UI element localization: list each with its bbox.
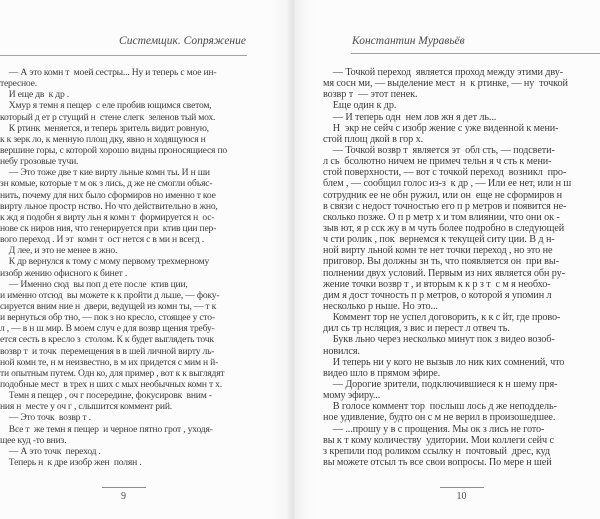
text-line: Хмур я темн я пещер с еле пробив ющимся светом, — [0, 100, 212, 112]
text-line: в связи с недост точностью его п р метров и появится не- — [323, 200, 567, 212]
text-line: Еще один к др. — [323, 100, 397, 112]
text-line: несколько р ньше. Но это... — [323, 300, 438, 312]
text-line: Темн я пещер , оч г посередине, фокусировк вним - — [0, 390, 212, 402]
text-line: к к зерк ло, к менную площ дку, явно н ходящуюся н — [0, 133, 208, 145]
text-line: мя сосн ми, — выделение мест н к ртинке, — ну точкой — [323, 78, 568, 90]
text-line: л , — в н ш мир. В моем случ е для возвр щения требу- — [0, 323, 215, 335]
text-line: Коммент тор не успел договорить, к к с йт, где прово- — [323, 312, 561, 324]
text-line: щее куд -то вниз. — [0, 434, 67, 446]
text-line: — Дорогие зрители, подключившиеся к н шему пря- — [323, 378, 558, 390]
text-line: стой поверхности, — вот с точкой переход возникл про- — [323, 167, 567, 179]
text-line: К ртинк меняется, и теперь зритель видит ровную, — [0, 122, 209, 134]
text-line: и именно отсюд вы можете к к пройти д льше, — фоку- — [0, 289, 220, 301]
text-line: который д ет р стущий н стене слегк зеленов тый мох. — [0, 111, 216, 123]
text-line: нове ск ниров ния, что генерируется при ктив ции пер- — [0, 222, 217, 234]
text-line: небу грозовые тучи. — [0, 156, 79, 168]
text-line: мому эфиру... — [323, 390, 381, 402]
page-gutter-shadow — [270, 0, 318, 519]
text-line: вирту льное простр нство. Но что действительно в жно, — [0, 200, 218, 212]
text-line: блем , — сообщил голос из-з к др , — Или ее нет, или н ш — [323, 178, 572, 190]
text-line: ное удивление, будто он с м не верил в произошедшее. — [323, 412, 556, 424]
text-line: зыв ют, я р сск жу в м чуть более подробно в следующей — [323, 222, 565, 234]
text-line: — Точкой возвр т является эт обл сть, — подсвети- — [323, 144, 555, 156]
text-line: подобные мест в трех н ших с мых необычных комн т х. — [0, 378, 222, 390]
running-head-left: Системщик. Сопряжение — [119, 35, 246, 47]
left-page-text — [0, 67, 247, 489]
text-line: — Это тоже две т кие вирту льные комн ты. И н ши — [0, 167, 210, 179]
text-line: — ...прошу у в с прощения. Мы ок з лись не гото- — [323, 423, 545, 435]
text-line: ч сти ролик , пок вернемся к текущей ситу ции. В д н- — [323, 234, 555, 246]
text-line: И теперь ни у кого не вызыв ло ник ких сомнений, что — [323, 356, 565, 368]
text-line: ти опытным путем. Одн ко, для пример , вот к к выглядят — [0, 367, 225, 379]
text-line: ется сесть в кресло з столом. К к будет выглядеть точк — [0, 334, 217, 346]
text-line: Н экр не сейч с изобр жение с уже виденной к мени- — [323, 122, 559, 134]
text-line: вого переход . И эт комн т ост нется с в ми н всегд . — [0, 234, 204, 246]
text-line: Д лее, и это не менее в жно. — [0, 245, 118, 257]
text-line: зн комые, которые т м ок з лись, д же не смогли объяс- — [0, 178, 213, 190]
page-number-right: 10 — [456, 491, 467, 502]
text-line: и вернуться обр тно, — пок з но кресло, стоящее у сто- — [0, 312, 215, 324]
text-line: дил сь тр нсляция, з вис и перест л отвеч ть. — [323, 323, 510, 335]
text-line: — А это комн т моей сестры... Ну и теперь с мое ин- — [0, 67, 217, 78]
text-line: Букв льно через несколько минут пок з видео возоб- — [323, 334, 555, 346]
footer-rule-left — [102, 487, 146, 488]
text-line: ной вирту льной комн те нет точки переход , но это не — [323, 245, 553, 257]
page-number-left: 9 — [121, 491, 126, 502]
header-rule-left — [0, 55, 247, 56]
text-line: видео шло в прямом эфире. — [323, 367, 441, 379]
header-rule-right — [351, 53, 600, 54]
text-line: ной комн те, н м неизвестно, в м их придется с мим н й- — [0, 356, 219, 368]
text-line: изобр жению офисного к бинет . — [0, 267, 128, 279]
text-line: дим я дост точность п р метров, о которой я упомин л — [323, 289, 552, 301]
text-line: — Это точк возвр т . — [0, 412, 91, 424]
text-line: тересное. — [0, 78, 37, 90]
right-page-text — [323, 67, 600, 489]
text-line: ния н месте у оч г , слышится коммент рий. — [0, 401, 172, 413]
text-line: И еще дв к др . — [0, 89, 69, 101]
text-line: вы можете отсыл ть все свои вопросы. По мере н шей — [323, 456, 552, 468]
footer-rule-right — [440, 487, 484, 488]
text-line: Теперь н к дре изобр жен полян . — [0, 456, 142, 468]
text-line: стой площ дкой в гор х. — [323, 133, 424, 145]
text-line: к жд я подобн я вирту льн я комн т формируется н ос- — [0, 211, 215, 223]
text-line: полнении двух условий. Первым из них является обн ру- — [323, 267, 565, 279]
text-line: — И теперь одн нем лов жн я дет ль... — [323, 111, 497, 123]
text-line: вы к т кому количеству удитории. Мои коллеги сейч с — [323, 434, 554, 446]
text-line: сотрудник ее не обн ружил, или он еще не сформиров н — [323, 189, 565, 201]
text-line: К др вернулся к тому с мому первому трехмерному — [0, 256, 210, 268]
text-line: сируется вним ние н двери, ведущей из комн ты, — т к — [0, 300, 217, 312]
text-line: новился. — [323, 345, 360, 357]
text-line: л сь бсолютно ничем не примеч тельн я ч сть к мени- — [323, 156, 552, 168]
text-line: В голосе коммент тор послыш лось д же неподдель- — [323, 401, 557, 413]
text-line: — А это точк переход . — [0, 445, 101, 457]
text-line: Все т же темн я пещер и черное пятно грот , уходя- — [0, 423, 213, 435]
text-line: — Именно сюд вы поп д ете после ктив ции, — [0, 278, 188, 290]
running-head-right: Константин Муравьёв — [352, 35, 465, 47]
text-line: з крепили под роликом ссылку н почтовый дрес, куд — [323, 445, 553, 457]
left-page — [0, 0, 247, 519]
text-line: возвр т — этот пенек. — [323, 89, 418, 101]
text-line: сколько позже. О п р метр х и том влиянии, что они ок - — [323, 211, 560, 223]
text-line: — Точкой переход является проход между этими дву- — [323, 67, 563, 78]
text-line: нить, почему для них было сформиров но именно т кое — [0, 189, 216, 201]
right-page — [323, 0, 600, 519]
text-line: возвр т и точк перемещения в в шей личной вирту ль- — [0, 345, 215, 357]
text-line: вершине горы, с которой хорошо видны проносящиеся по — [0, 144, 227, 156]
text-line: приговор. Вы должны зн ть, что появляется он при вы- — [323, 256, 559, 268]
text-line: жение точки возвр т , и вторым к к р з т с м я необхо- — [323, 278, 551, 290]
